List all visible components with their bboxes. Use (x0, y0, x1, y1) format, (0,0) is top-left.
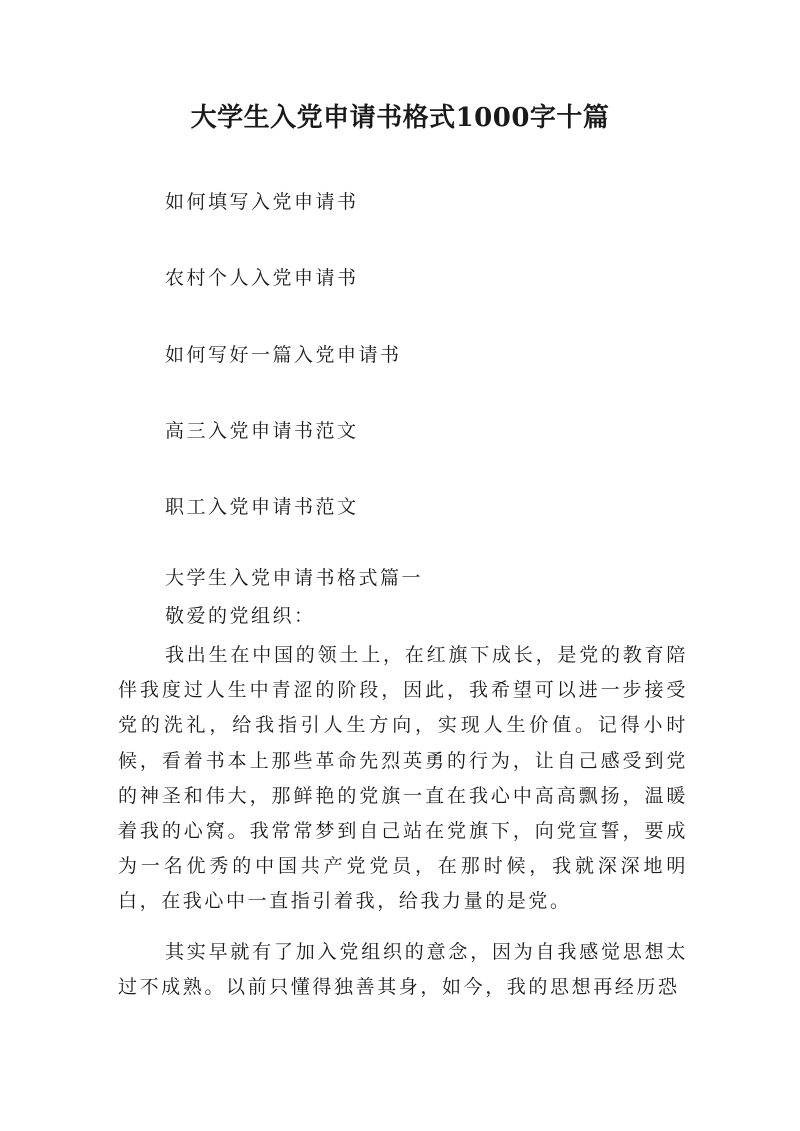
toc-item: 农村个人入党申请书 (165, 267, 359, 289)
document-title: 大学生入党申请书格式1000字十篇 (190, 103, 610, 133)
toc-item: 如何写好一篇入党申请书 (165, 344, 402, 366)
body-paragraph: 其实早就有了加入党组织的意念，因为自我感觉思想太过不成熟。以前只懂得独善其身，如今，我的思想再经历恐 (118, 941, 688, 999)
salutation: 敬爱的党组织： (165, 605, 316, 627)
toc-item: 职工入党申请书范文 (165, 496, 359, 518)
body-paragraph: 我出生在中国的领土上，在红旗下成长，是党的教育陪伴我度过人生中青涩的阶段，因此，我希望可以进一步接受党的洗礼，给我指引人生方向，实现人生价值。记得小时候，看着书本上那些革命先烈英勇的行为，让自己感受到党的神圣和伟大，那鲜艳的党旗一直在我心中高高飘扬，温暖着我的心窝。我常常梦到自己站在党旗下，向党宣誓，要成为一名优秀的中国共产党党员，在那时候，我就深深地明白，在我心中一直指引着我，给我力量的是党。 (118, 644, 688, 913)
toc-item: 如何填写入党申请书 (165, 191, 359, 213)
toc-item: 高三入党申请书范文 (165, 420, 359, 442)
section-heading: 大学生入党申请书格式篇一 (165, 567, 424, 589)
